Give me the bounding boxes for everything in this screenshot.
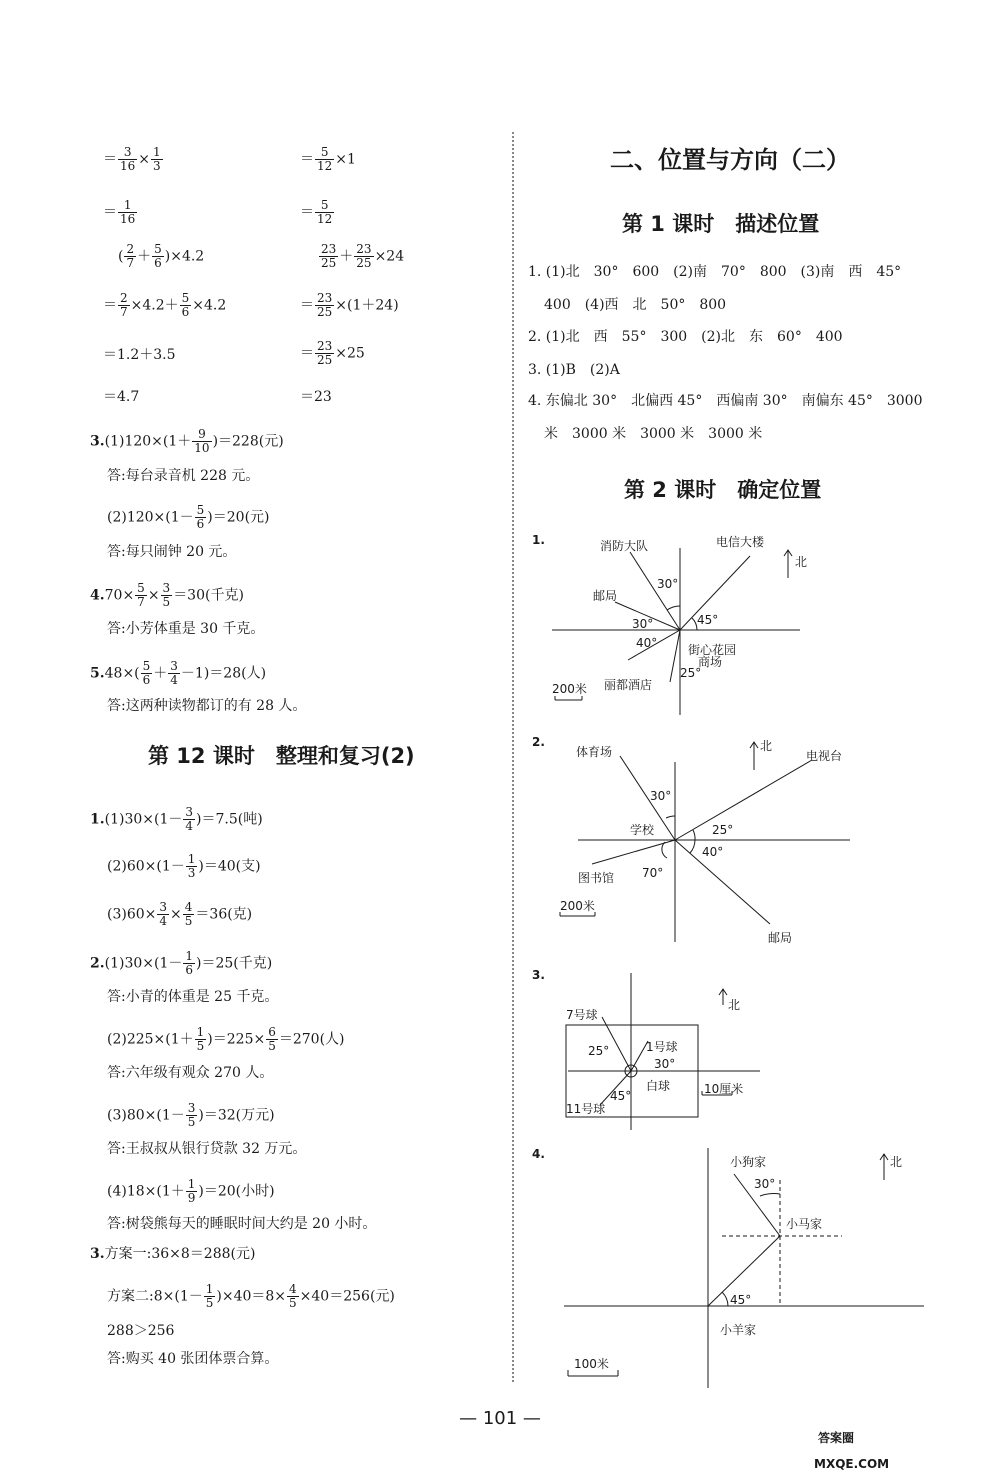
svg-text:北: 北	[795, 555, 808, 569]
svg-text:邮局: 邮局	[768, 931, 793, 945]
svg-text:消防大队: 消防大队	[600, 539, 649, 553]
svg-text:100米: 100米	[574, 1357, 609, 1371]
calc-line: ＝ $\frac{23}{25}$ ×(1＋24)	[300, 291, 399, 319]
fig-number: 3.	[532, 968, 545, 982]
svg-text:北: 北	[890, 1155, 903, 1169]
answer: 答:小青的体重是 25 千克。	[107, 989, 279, 1005]
svg-text:10厘米: 10厘米	[704, 1082, 744, 1096]
svg-text:25°: 25°	[712, 823, 734, 837]
question-3: 3.(1)120×(1＋ $\frac{9}{10}$ )＝228(元)	[90, 427, 284, 455]
answer-line: 2. (1)北 西 55° 300 (2)北 东 60° 400	[528, 329, 843, 345]
answer: 答:六年级有观众 270 人。	[107, 1065, 274, 1081]
answer-line: 1. (1)北 30° 600 (2)南 70° 800 (3)南 西 45°	[528, 264, 902, 280]
svg-text:答案圈: 答案圈	[818, 1431, 855, 1445]
figure-2-map	[520, 732, 860, 952]
svg-text:30°: 30°	[657, 577, 679, 591]
calc-line: (3)80×(1－ $\frac{3}{5}$ )＝32(万元)	[107, 1101, 275, 1129]
unit-title: 二、位置与方向（二）	[610, 146, 850, 174]
answer-line: 米 3000 米 3000 米 3000 米	[544, 426, 763, 442]
fig-number: 4.	[532, 1147, 545, 1161]
figure-4-map	[520, 1140, 940, 1390]
svg-text:电视台: 电视台	[806, 749, 843, 763]
answer: 答:每台录音机 228 元。	[107, 468, 260, 484]
svg-text:MXQE.COM: MXQE.COM	[814, 1457, 890, 1471]
svg-text:图书馆: 图书馆	[578, 871, 615, 885]
svg-text:30°: 30°	[650, 789, 672, 803]
fig-number: 1.	[532, 533, 545, 547]
calc-line: $\frac{23}{25}$ ＋ $\frac{23}{25}$ ×24	[321, 242, 405, 270]
calc-line: ＝ $\frac{23}{25}$ ×25	[300, 339, 365, 367]
figure-3-map	[520, 965, 820, 1135]
calc-line: (2)60×(1－ $\frac{1}{3}$ )＝40(支)	[107, 852, 261, 880]
question-4: 4.70× $\frac{5}{7}$ × $\frac{3}{5}$ ＝30(千克)	[90, 581, 244, 609]
figure-1-map	[520, 530, 820, 720]
answer: 答:每只闹钟 20 元。	[107, 544, 237, 560]
calc-line: ＝4.7	[103, 389, 140, 405]
svg-text:200米: 200米	[560, 899, 595, 913]
calc-line: ＝ $\frac{5}{12}$	[300, 198, 333, 226]
question-5: 5.48×( $\frac{5}{6}$ ＋ $\frac{3}{4}$ －1)＝28(人)	[90, 659, 267, 687]
svg-text:45°: 45°	[730, 1293, 752, 1307]
answer-line: 400 (4)西 北 50° 800	[544, 297, 727, 313]
svg-text:商场: 商场	[698, 655, 723, 669]
review-question-2: 2.(1)30×(1－ $\frac{1}{6}$ )＝25(千克)	[90, 949, 273, 977]
svg-text:丽都酒店: 丽都酒店	[604, 678, 653, 692]
calc-line: ＝ $\frac{2}{7}$ ×4.2＋ $\frac{5}{6}$ ×4.2	[103, 291, 227, 319]
review-question-3: 3.方案一:36×8＝288(元)	[90, 1246, 256, 1262]
svg-text:电信大楼: 电信大楼	[716, 535, 765, 549]
svg-text:7号球: 7号球	[566, 1008, 598, 1022]
calc-line: ＝ $\frac{5}{12}$ ×1	[300, 145, 356, 173]
svg-text:1号球: 1号球	[646, 1040, 678, 1054]
calc-line: ＝23	[300, 389, 332, 405]
svg-text:40°: 40°	[702, 845, 724, 859]
svg-text:40°: 40°	[636, 636, 658, 650]
answer-line: 3. (1)B (2)A	[528, 362, 620, 378]
calc-line: ( $\frac{2}{7}$ ＋ $\frac{5}{6}$ )×4.2	[118, 242, 205, 270]
answer: 答:树袋熊每天的睡眠时间大约是 20 小时。	[107, 1216, 377, 1232]
calc-line: ＝ $\frac{1}{16}$	[103, 198, 136, 226]
answer-line: 4. 东偏北 30° 北偏西 45° 西偏南 30° 南偏东 45° 3000	[528, 393, 923, 409]
lesson-2-title: 第 2 课时 确定位置	[624, 478, 822, 502]
svg-text:白球: 白球	[646, 1079, 671, 1093]
svg-text:体育场: 体育场	[576, 745, 613, 759]
answer: 答:这两种读物都订的有 28 人。	[107, 698, 307, 714]
svg-text:小马家: 小马家	[786, 1217, 823, 1231]
svg-text:北: 北	[728, 998, 741, 1012]
page-number: — 101 —	[459, 1408, 541, 1429]
svg-text:45°: 45°	[610, 1089, 632, 1103]
calc-line: 288＞256	[107, 1323, 175, 1339]
svg-text:45°: 45°	[697, 613, 719, 627]
lesson-12-title: 第 12 课时 整理和复习(2)	[148, 744, 415, 768]
answer: 答:购买 40 张团体票合算。	[107, 1351, 279, 1367]
watermark-logo	[800, 1410, 990, 1472]
svg-text:北: 北	[760, 739, 773, 753]
column-divider	[512, 132, 514, 1382]
calc-line: (2)225×(1＋ $\frac{1}{5}$ )＝225× $\frac{6}{5}$ ＝270(人)	[107, 1025, 345, 1053]
answer: 答:小芳体重是 30 千克。	[107, 621, 265, 637]
svg-text:30°: 30°	[632, 617, 654, 631]
svg-text:街心花园: 街心花园	[688, 643, 737, 657]
svg-text:25°: 25°	[588, 1044, 610, 1058]
calc-line: (3)60× $\frac{3}{4}$ × $\frac{4}{5}$ ＝36(克)	[107, 900, 253, 928]
calc-line: ＝ $\frac{3}{16}$ × $\frac{1}{3}$	[103, 145, 161, 173]
svg-text:30°: 30°	[654, 1057, 676, 1071]
calc-line: ＝1.2＋3.5	[103, 347, 176, 363]
svg-text:邮局: 邮局	[593, 589, 618, 603]
svg-text:11号球: 11号球	[566, 1102, 606, 1116]
lesson-1-title: 第 1 课时 描述位置	[622, 212, 820, 236]
calc-line: (2)120×(1－ $\frac{5}{6}$ )＝20(元)	[107, 503, 270, 531]
svg-text:30°: 30°	[754, 1177, 776, 1191]
calc-line: 方案二:8×(1－ $\frac{1}{5}$ )×40＝8× $\frac{4}{5}$ ×40＝256(元)	[107, 1282, 395, 1310]
svg-text:小羊家: 小羊家	[720, 1323, 757, 1337]
svg-text:小狗家: 小狗家	[730, 1155, 767, 1169]
review-question-1: 1.(1)30×(1－ $\frac{3}{4}$ )＝7.5(吨)	[90, 805, 263, 833]
svg-text:70°: 70°	[642, 866, 664, 880]
svg-text:25°: 25°	[680, 666, 702, 680]
fig-number: 2.	[532, 735, 545, 749]
calc-line: (4)18×(1＋ $\frac{1}{9}$ )＝20(小时)	[107, 1177, 275, 1205]
svg-text:200米: 200米	[552, 682, 587, 696]
answer: 答:王叔叔从银行贷款 32 万元。	[107, 1141, 307, 1157]
svg-text:学校: 学校	[630, 823, 655, 837]
